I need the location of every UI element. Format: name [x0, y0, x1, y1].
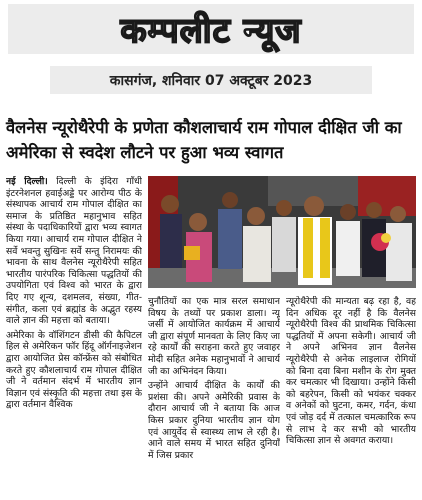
newspaper-title: कम्पलीट न्यूज: [120, 11, 302, 51]
dateline-text: कासगंज, शनिवार 07 अक्टूबर 2023: [109, 72, 313, 89]
event-photo: [148, 176, 416, 288]
article-paragraph: न्यूरोथैरेपी की मान्यता बढ़ रहा है, वह दिन अधिक दूर नहीं है कि वैलनेस न्यूरोथैरेपी विश्व की प्राथमिक चिकित्सा पद्धतियों में अपना सकेगी। आचार्य जी ने अपने अभिनव ज्ञान वैलनेस न्यूरोथैरेपी से अनेक लाइलाज रोगियों को बिना दवा बिना मशीन के रोग मुक्त कर चमत्कार भी दिखाया। उन्होंने किसी को बहरेपन, किसी को भयंकर चक्कर व अनेकों को घुटना, कमर, गर्दन, कंधा एवं जोड़ दर्द में तत्काल चमत्कारिक रूप से लाभ दे कर सभी को भारतीय चिकित्सा ज्ञान से अवगत कराया।: [286, 296, 416, 447]
article-headline: वैलनेस न्यूरोथैरेपी के प्रणेता कौशलाचार्य राम गोपाल दीक्षित जी का अमेरिका से स्वदेश लौटने पर हुआ भव्य स्वागत: [6, 118, 402, 162]
article-paragraph: चुनौतियों का एक मात्र सरल समाधान विषय के तथ्यों पर प्रकाश डाला। न्यू जर्सी में आयोजित कार्यक्रम में आचार्य जी द्वारा संपूर्ण मानवता के लिए किए जा रहे कार्यों की सराहना करते हुए जवाहर मोदी सहित अनेक महानुभावों ने आचार्य जी का अभिनंदन किया।: [148, 296, 280, 377]
dateline-bar: [50, 66, 372, 94]
article-text: दिल्ली के इंदिरा गाँधी इंटरनेशनल हवाईअड्डे पर आरोग्य पीठ के संस्थापक आचार्य राम गोपाल दीक्षित का समाज के प्रतिष्ठित महानुभाव सहित संस्था के पदाधिकारियों द्वारा भव्य स्वागत किया गया। आचार्य राम गोपाल दीक्षित ने सर्वे भवन्तु सुखिनः सर्वे सन्तु निरामयः की भावना के साथ वैलनेस न्यूरोथैरेपी सहित भारतीय पारंपरिक चिकित्सा पद्धतियों की उपयोगिता एवं विश्व को भारत के द्वारा दिए गए शून्य, दशमलव, संख्या, गीत-संगीत, कला एवं ब्रह्मांड के अद्भुत रहस्य वाले ज्ञान की महत्ता को बताया।: [6, 176, 142, 327]
article-place: नई दिल्ली।: [6, 176, 48, 187]
welcome-photo-illustration: [148, 176, 416, 288]
article-column-2: [148, 296, 280, 500]
article-paragraph: अमेरिका के वॉशिंगटन डीसी की कैपिटल हिल से अमेरिकन फॉर हिंदू ऑर्गनाइजेशन द्वारा आयोजित प्रेस कॉन्फ्रेंस को संबोधित करते हुए कौशलाचार्य राम गोपाल दीक्षित जी ने वर्तमान संदर्भ में भारतीय ज्ञान विज्ञान एवं संस्कृति की महत्ता तथा इस के द्वारा वर्तमान वैश्विक: [6, 329, 142, 411]
article-paragraph: उन्होंने आचार्य दीक्षित के कार्यों की प्रशंसा की। अपने अमेरिकी प्रवास के दौरान आचार्य जी ने बताया कि आज किस प्रकार दुनिया भारतीय ज्ञान योग एवं आयुर्वेद से स्वास्थ्य लाभ ले रही है। आने वाले समय में भारत सहित दुनियाँ में जिस प्रकार: [148, 380, 280, 461]
article-paragraph: [6, 176, 142, 327]
masthead: [8, 4, 414, 54]
article-column-3: [286, 296, 416, 500]
article-column-1: [6, 176, 142, 500]
